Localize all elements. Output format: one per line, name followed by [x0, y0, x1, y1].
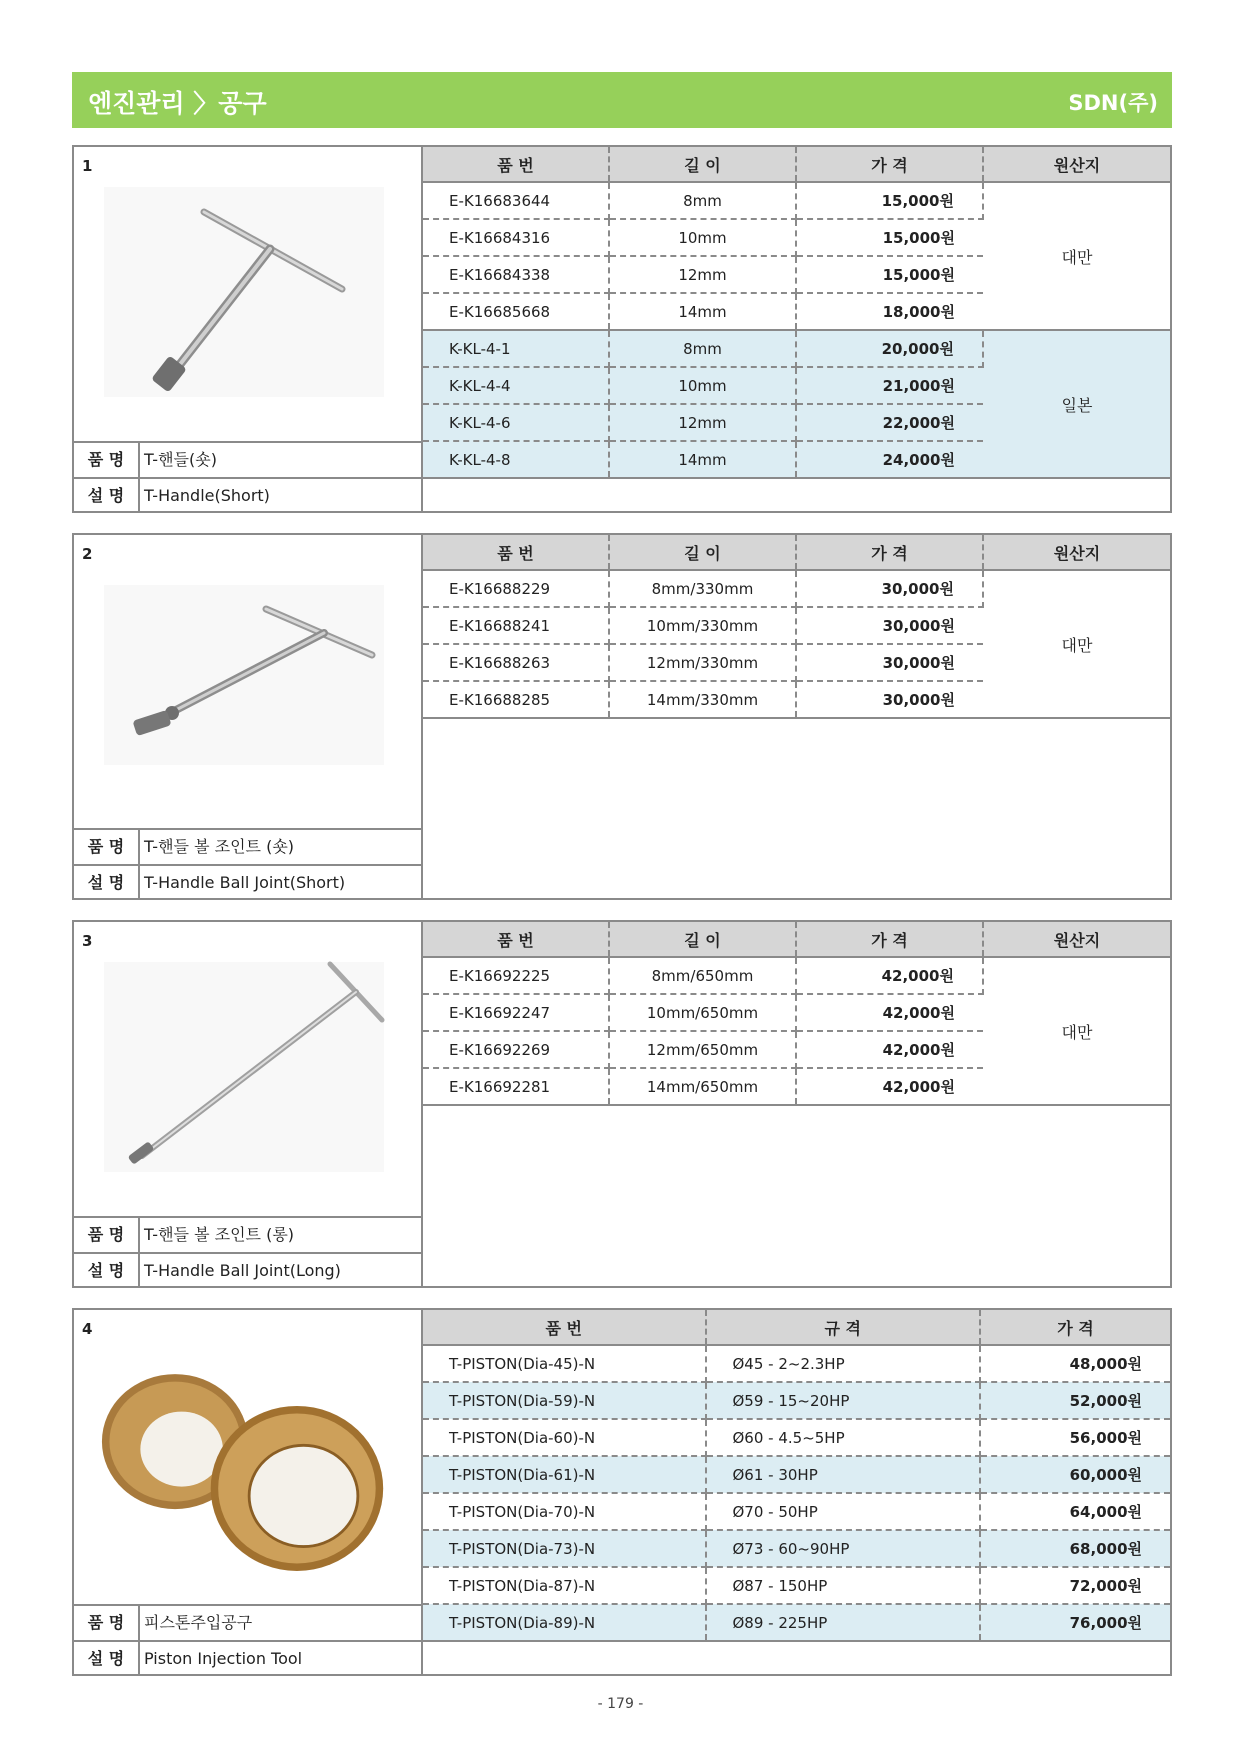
t-handle-short-image: [94, 177, 394, 407]
price: 64,000원: [980, 1493, 1170, 1530]
column-header: 품 번: [423, 147, 609, 182]
length: 14mm/330mm: [609, 681, 796, 718]
part-number: E-K16688263: [423, 644, 609, 681]
product-desc-label: 설 명: [74, 866, 140, 900]
price: 22,000원: [796, 404, 983, 441]
origin: 대만: [983, 570, 1170, 718]
part-number: T-PISTON(Dia-87)-N: [423, 1567, 706, 1604]
price: 30,000원: [796, 681, 983, 718]
table-row: [423, 182, 1170, 219]
part-number: T-PISTON(Dia-70)-N: [423, 1493, 706, 1530]
table-row: [423, 1530, 1170, 1567]
table-row: [423, 1604, 1170, 1641]
product-desc-row: [74, 864, 421, 900]
column-header: 품 번: [423, 535, 609, 570]
table-header-row: [423, 1310, 1170, 1345]
price: 20,000원: [796, 330, 983, 367]
table-header-row: [423, 535, 1170, 570]
product-name-label: 품 명: [74, 1606, 140, 1640]
part-number: K-KL-4-6: [423, 404, 609, 441]
part-number: T-PISTON(Dia-73)-N: [423, 1530, 706, 1567]
product-desc-label: 설 명: [74, 1642, 140, 1676]
product-desc: T-Handle Ball Joint(Short): [144, 873, 346, 892]
price: 15,000원: [796, 182, 983, 219]
length: 10mm: [609, 367, 796, 404]
part-number: K-KL-4-4: [423, 367, 609, 404]
table-row: [423, 957, 1170, 994]
part-number: E-K16688229: [423, 570, 609, 607]
part-number: E-K16685668: [423, 293, 609, 330]
length: 12mm: [609, 404, 796, 441]
column-header: 길 이: [609, 147, 796, 182]
spec-table: [423, 147, 1170, 479]
column-header: 원산지: [983, 535, 1170, 570]
product-desc-label: 설 명: [74, 479, 140, 513]
product-info-panel: [74, 1310, 423, 1674]
spec: Ø60 - 4.5~5HP: [706, 1419, 980, 1456]
spec-table: [423, 535, 1170, 719]
column-header: 가 격: [796, 147, 983, 182]
price: 42,000원: [796, 994, 983, 1031]
length: 12mm/650mm: [609, 1031, 796, 1068]
price: 56,000원: [980, 1419, 1170, 1456]
table-row: [423, 1493, 1170, 1530]
column-header: 규 격: [706, 1310, 980, 1345]
product-name: T-핸들 볼 조인트 (롱): [144, 1225, 295, 1244]
length: 14mm: [609, 293, 796, 330]
price: 15,000원: [796, 219, 983, 256]
product-number: 3: [82, 932, 93, 950]
column-header: 품 번: [423, 1310, 706, 1345]
product-card-2: [72, 533, 1172, 900]
spec: Ø73 - 60~90HP: [706, 1530, 980, 1567]
part-number: E-K16692269: [423, 1031, 609, 1068]
price: 60,000원: [980, 1456, 1170, 1493]
product-desc-row: [74, 1252, 421, 1288]
table-row: [423, 570, 1170, 607]
table-row: [423, 1345, 1170, 1382]
product-name-label: 품 명: [74, 443, 140, 477]
price: 30,000원: [796, 570, 983, 607]
price: 21,000원: [796, 367, 983, 404]
part-number: E-K16688241: [423, 607, 609, 644]
column-header: 원산지: [983, 922, 1170, 957]
part-number: K-KL-4-8: [423, 441, 609, 478]
product-card-3: [72, 920, 1172, 1288]
table-row: [423, 1456, 1170, 1493]
section-header: [72, 72, 1172, 128]
product-number: 4: [82, 1320, 93, 1338]
length: 12mm/330mm: [609, 644, 796, 681]
spec: Ø59 - 15~20HP: [706, 1382, 980, 1419]
part-number: T-PISTON(Dia-45)-N: [423, 1345, 706, 1382]
spec: Ø70 - 50HP: [706, 1493, 980, 1530]
price: 76,000원: [980, 1604, 1170, 1641]
part-number: E-K16688285: [423, 681, 609, 718]
price: 42,000원: [796, 1031, 983, 1068]
product-name-row: [74, 441, 421, 477]
product-card-1: [72, 145, 1172, 513]
product-desc-row: [74, 477, 421, 513]
product-desc-row: [74, 1640, 421, 1676]
length: 10mm/330mm: [609, 607, 796, 644]
product-desc: Piston Injection Tool: [144, 1649, 303, 1668]
price: 42,000원: [796, 1068, 983, 1105]
company-name: SDN(주): [1068, 91, 1158, 115]
t-handle-ball-joint-short-image: [94, 575, 394, 775]
length: 8mm: [609, 330, 796, 367]
piston-injection-tool-image: [86, 1340, 386, 1590]
product-name: T-핸들 볼 조인트 (숏): [144, 837, 295, 856]
length: 14mm/650mm: [609, 1068, 796, 1105]
price: 52,000원: [980, 1382, 1170, 1419]
spec: Ø61 - 30HP: [706, 1456, 980, 1493]
part-number: E-K16684338: [423, 256, 609, 293]
table-header-row: [423, 147, 1170, 182]
section-title: 엔진관리 〉공구: [88, 89, 267, 118]
column-header: 원산지: [983, 147, 1170, 182]
column-header: 가 격: [796, 535, 983, 570]
product-name-row: [74, 1216, 421, 1252]
table-row: [423, 330, 1170, 367]
part-number: K-KL-4-1: [423, 330, 609, 367]
page-number: - 179 -: [597, 1696, 644, 1712]
part-number: T-PISTON(Dia-89)-N: [423, 1604, 706, 1641]
table-row: [423, 1567, 1170, 1604]
t-handle-ball-joint-long-image: [94, 952, 394, 1182]
product-name-label: 품 명: [74, 830, 140, 864]
product-name-row: [74, 828, 421, 864]
part-number: E-K16692247: [423, 994, 609, 1031]
part-number: E-K16692225: [423, 957, 609, 994]
product-info-panel: [74, 535, 423, 898]
part-number: T-PISTON(Dia-61)-N: [423, 1456, 706, 1493]
column-header: 품 번: [423, 922, 609, 957]
table-row: [423, 1382, 1170, 1419]
spec-table: [423, 1310, 1170, 1642]
price: 72,000원: [980, 1567, 1170, 1604]
price: 24,000원: [796, 441, 983, 478]
price: 30,000원: [796, 607, 983, 644]
length: 12mm: [609, 256, 796, 293]
spec-table: [423, 922, 1170, 1106]
length: 8mm/330mm: [609, 570, 796, 607]
length: 14mm: [609, 441, 796, 478]
price: 30,000원: [796, 644, 983, 681]
product-desc-label: 설 명: [74, 1254, 140, 1288]
spec: Ø87 - 150HP: [706, 1567, 980, 1604]
product-desc: T-Handle Ball Joint(Long): [144, 1261, 341, 1280]
product-name-row: [74, 1604, 421, 1640]
product-card-4: [72, 1308, 1172, 1676]
part-number: T-PISTON(Dia-60)-N: [423, 1419, 706, 1456]
column-header: 길 이: [609, 535, 796, 570]
spec: Ø45 - 2~2.3HP: [706, 1345, 980, 1382]
table-row: [423, 1419, 1170, 1456]
column-header: 길 이: [609, 922, 796, 957]
table-header-row: [423, 922, 1170, 957]
column-header: 가 격: [980, 1310, 1170, 1345]
product-number: 1: [82, 157, 93, 175]
length: 10mm/650mm: [609, 994, 796, 1031]
length: 8mm/650mm: [609, 957, 796, 994]
part-number: E-K16692281: [423, 1068, 609, 1105]
price: 18,000원: [796, 293, 983, 330]
product-info-panel: [74, 922, 423, 1286]
part-number: T-PISTON(Dia-59)-N: [423, 1382, 706, 1419]
product-desc: T-Handle(Short): [144, 486, 270, 505]
origin: 일본: [983, 330, 1170, 478]
part-number: E-K16684316: [423, 219, 609, 256]
product-name: T-핸들(숏): [144, 450, 217, 469]
price: 15,000원: [796, 256, 983, 293]
origin: 대만: [983, 182, 1170, 330]
product-name-label: 품 명: [74, 1218, 140, 1252]
product-info-panel: [74, 147, 423, 511]
column-header: 가 격: [796, 922, 983, 957]
origin: 대만: [983, 957, 1170, 1105]
spec: Ø89 - 225HP: [706, 1604, 980, 1641]
price: 42,000원: [796, 957, 983, 994]
part-number: E-K16683644: [423, 182, 609, 219]
length: 10mm: [609, 219, 796, 256]
price: 68,000원: [980, 1530, 1170, 1567]
product-name: 피스톤주입공구: [144, 1613, 253, 1632]
price: 48,000원: [980, 1345, 1170, 1382]
length: 8mm: [609, 182, 796, 219]
product-number: 2: [82, 545, 93, 563]
